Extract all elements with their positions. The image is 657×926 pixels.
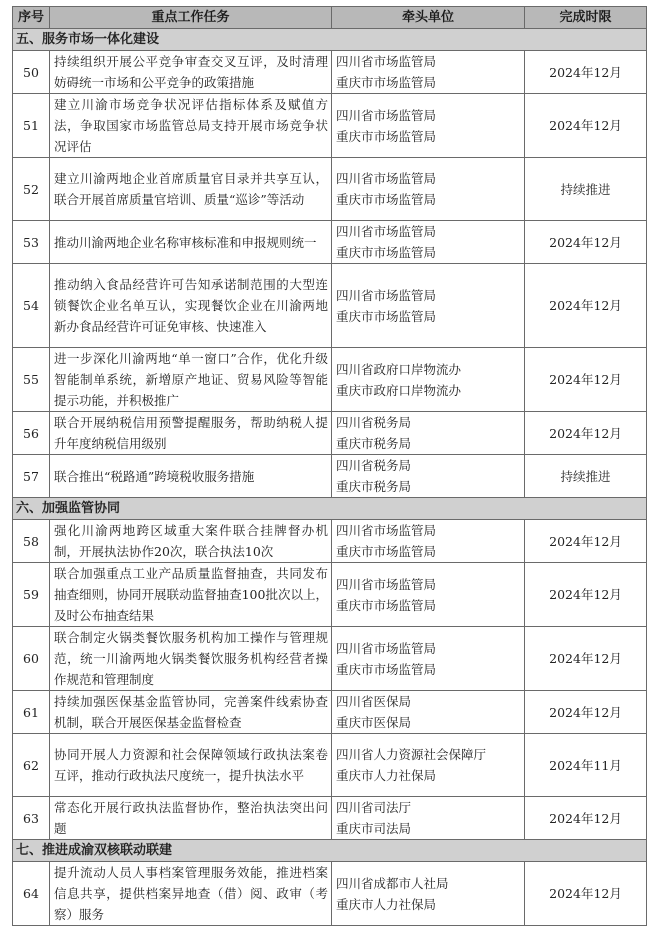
lead-unit-sichuan: 四川省医保局 <box>336 694 412 709</box>
row-num: 54 <box>13 264 50 348</box>
row-unit <box>332 264 525 348</box>
row-task: 进一步深化川渝两地“单一窗口”合作，优化升级智能制单系统，新增原产地证、贸易风险等智能提示功能，并积极推广 <box>50 348 332 412</box>
row-task: 持续加强医保基金监管协同，完善案件线索协查机制，联合开展医保基金监督检查 <box>50 691 332 734</box>
lead-unit-chongqing: 重庆市市场监管局 <box>336 661 437 677</box>
lead-unit-chongqing: 重庆市司法局 <box>336 821 412 836</box>
table-row <box>13 627 647 691</box>
row-task: 联合推出“税路通”跨境税收服务措施 <box>50 455 332 498</box>
section-title: 六、加强监管协同 <box>13 498 647 520</box>
row-deadline: 2024年12月 <box>525 627 647 691</box>
row-task: 联合开展纳税信用预警提醒服务，帮助纳税人提升年度纳税信用级别 <box>50 412 332 455</box>
row-task: 提升流动人员人事档案管理服务效能，推进档案信息共享，提供档案异地查（借）阅、政审（考察）服务 <box>50 862 332 926</box>
row-num: 64 <box>13 862 50 926</box>
row-task: 强化川渝两地跨区域重大案件联合挂牌督办机制，开展执法协作20次，联合执法10次 <box>50 520 332 563</box>
table-row <box>13 797 647 840</box>
document-page <box>12 6 647 926</box>
row-unit <box>332 563 525 627</box>
row-deadline: 2024年12月 <box>525 691 647 734</box>
lead-unit-chongqing: 重庆市人力社保局 <box>336 768 437 783</box>
lead-unit-chongqing: 重庆市市场监管局 <box>336 245 437 260</box>
row-task: 推动川渝两地企业名称审核标准和申报规则统一 <box>50 221 332 264</box>
table-row <box>13 455 647 498</box>
row-num: 55 <box>13 348 50 412</box>
lead-unit-sichuan: 四川省成都市人社局 <box>336 875 449 891</box>
lead-unit-chongqing: 重庆市市场监管局 <box>336 128 437 144</box>
lead-unit-chongqing: 重庆市医保局 <box>336 715 412 730</box>
lead-unit-chongqing: 重庆市市场监管局 <box>336 308 437 324</box>
row-deadline: 2024年12月 <box>525 862 647 926</box>
section-row <box>13 29 647 51</box>
row-deadline: 2024年12月 <box>525 51 647 94</box>
row-num: 62 <box>13 734 50 797</box>
row-deadline: 2024年12月 <box>525 412 647 455</box>
lead-unit-sichuan: 四川省税务局 <box>336 458 412 473</box>
row-num: 59 <box>13 563 50 627</box>
row-num: 63 <box>13 797 50 840</box>
lead-unit-chongqing: 重庆市政府口岸物流办 <box>336 382 462 398</box>
row-deadline: 2024年12月 <box>525 264 647 348</box>
lead-unit-chongqing: 重庆市人力社保局 <box>336 896 437 912</box>
lead-unit-sichuan: 四川省市场监管局 <box>336 54 437 69</box>
row-unit <box>332 51 525 94</box>
lead-unit-chongqing: 重庆市税务局 <box>336 479 412 494</box>
table-row <box>13 221 647 264</box>
row-task: 联合制定火锅类餐饮服务机构加工操作与管理规范，统一川渝两地火锅类餐饮服务机构经营者操作规范和管理制度 <box>50 627 332 691</box>
row-task: 协同开展人力资源和社会保障领域行政执法案卷互评，推动行政执法尺度统一，提升执法水平 <box>50 734 332 797</box>
header-task: 重点工作任务 <box>50 7 332 29</box>
row-num: 56 <box>13 412 50 455</box>
row-unit <box>332 94 525 158</box>
row-unit <box>332 412 525 455</box>
row-task: 推动纳入食品经营许可告知承诺制范围的大型连锁餐饮企业名单互认，实现餐饮企业在川渝两地新办食品经营许可证免审核、快速准入 <box>50 264 332 348</box>
row-unit <box>332 797 525 840</box>
row-task: 常态化开展行政执法监督协作，整治执法突出问题 <box>50 797 332 840</box>
lead-unit-sichuan: 四川省市场监管局 <box>336 171 437 186</box>
row-unit <box>332 627 525 691</box>
row-deadline: 2024年12月 <box>525 563 647 627</box>
header-unit: 牵头单位 <box>332 7 525 29</box>
table-row <box>13 264 647 348</box>
lead-unit-sichuan: 四川省市场监管局 <box>336 224 437 239</box>
row-unit <box>332 691 525 734</box>
lead-unit-sichuan: 四川省政府口岸物流办 <box>336 361 462 377</box>
row-deadline: 2024年12月 <box>525 221 647 264</box>
row-num: 58 <box>13 520 50 563</box>
table-row <box>13 563 647 627</box>
table-row <box>13 691 647 734</box>
lead-unit-sichuan: 四川省市场监管局 <box>336 287 437 303</box>
table-row <box>13 94 647 158</box>
row-unit <box>332 158 525 221</box>
lead-unit-sichuan: 四川省税务局 <box>336 415 412 430</box>
row-deadline: 2024年12月 <box>525 520 647 563</box>
row-task: 联合加强重点工业产品质量监督抽查，共同发布抽查细则，协同开展联动监督抽查100批次以上，及时公布抽查结果 <box>50 563 332 627</box>
row-task: 建立川渝市场竞争状况评估指标体系及赋值方法，争取国家市场监管总局支持开展市场竞争状况评估 <box>50 94 332 158</box>
row-num: 50 <box>13 51 50 94</box>
row-deadline: 2024年11月 <box>525 734 647 797</box>
table-row <box>13 412 647 455</box>
table-row <box>13 158 647 221</box>
row-num: 61 <box>13 691 50 734</box>
row-num: 51 <box>13 94 50 158</box>
table-row <box>13 51 647 94</box>
row-num: 53 <box>13 221 50 264</box>
lead-unit-chongqing: 重庆市市场监管局 <box>336 75 437 90</box>
section-title: 七、推进成渝双核联动联建 <box>13 840 647 862</box>
row-unit <box>332 221 525 264</box>
row-deadline: 持续推进 <box>525 158 647 221</box>
row-unit <box>332 520 525 563</box>
table-row <box>13 734 647 797</box>
lead-unit-chongqing: 重庆市市场监管局 <box>336 597 437 613</box>
table-row <box>13 520 647 563</box>
lead-unit-chongqing: 重庆市市场监管局 <box>336 544 437 559</box>
header-row <box>13 7 647 29</box>
row-deadline: 2024年12月 <box>525 94 647 158</box>
row-task: 持续组织开展公平竞争审查交叉互评，及时清理妨碍统一市场和公平竞争的政策措施 <box>50 51 332 94</box>
lead-unit-sichuan: 四川省司法厅 <box>336 800 412 815</box>
task-table <box>12 6 647 926</box>
row-num: 60 <box>13 627 50 691</box>
section-row <box>13 840 647 862</box>
row-num: 52 <box>13 158 50 221</box>
lead-unit-sichuan: 四川省人力资源社会保障厅 <box>336 747 487 762</box>
lead-unit-chongqing: 重庆市税务局 <box>336 436 412 451</box>
row-deadline: 2024年12月 <box>525 348 647 412</box>
header-num: 序号 <box>13 7 50 29</box>
lead-unit-sichuan: 四川省市场监管局 <box>336 107 437 123</box>
row-unit <box>332 734 525 797</box>
row-num: 57 <box>13 455 50 498</box>
lead-unit-sichuan: 四川省市场监管局 <box>336 640 437 656</box>
lead-unit-sichuan: 四川省市场监管局 <box>336 523 437 538</box>
table-row <box>13 348 647 412</box>
lead-unit-chongqing: 重庆市市场监管局 <box>336 192 437 207</box>
lead-unit-sichuan: 四川省市场监管局 <box>336 576 437 592</box>
section-row <box>13 498 647 520</box>
row-unit <box>332 455 525 498</box>
section-title: 五、服务市场一体化建设 <box>13 29 647 51</box>
row-task: 建立川渝两地企业首席质量官目录并共享互认，联合开展首席质量官培训、质量“巡诊”等活动 <box>50 158 332 221</box>
row-deadline: 持续推进 <box>525 455 647 498</box>
row-unit <box>332 348 525 412</box>
header-deadline: 完成时限 <box>525 7 647 29</box>
row-deadline: 2024年12月 <box>525 797 647 840</box>
